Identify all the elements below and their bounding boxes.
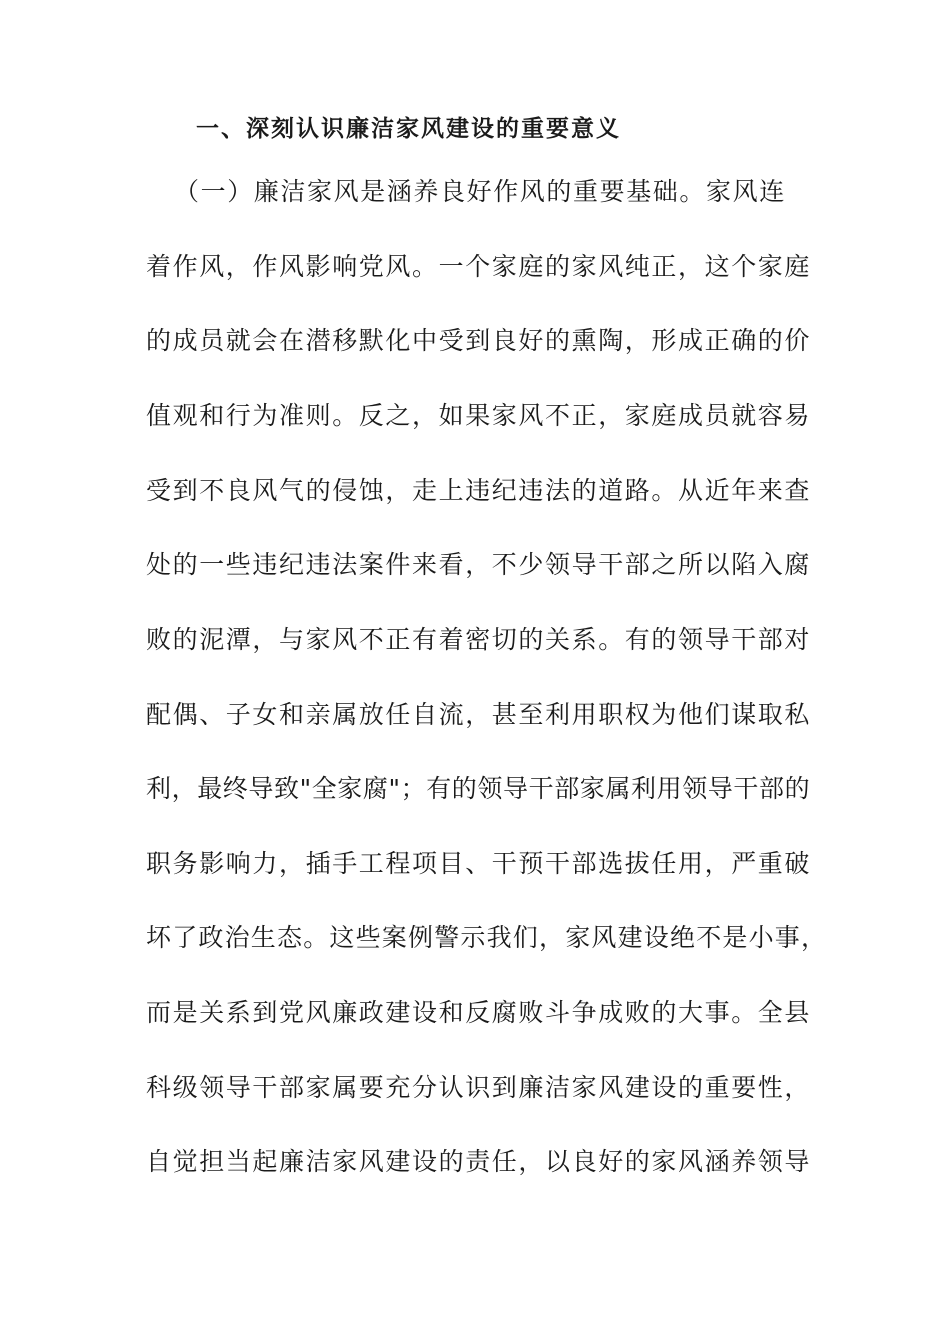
paragraph-line: 值观和行为准则。反之，如果家风不正，家庭成员就容易: [146, 401, 812, 430]
paragraph-line: 的成员就会在潜移默化中受到良好的熏陶，形成正确的价: [146, 326, 812, 355]
paragraph-line: 着作风，作风影响党风。一个家庭的家风纯正，这个家庭: [146, 252, 812, 281]
paragraph-line: 受到不良风气的侵蚀，走上违纪违法的道路。从近年来查: [146, 476, 812, 505]
paragraph-line: 配偶、子女和亲属放任自流，甚至利用职权为他们谋取私: [146, 700, 812, 729]
paragraph-line: 科级领导干部家属要充分认识到廉洁家风建设的重要性，: [146, 1073, 812, 1102]
paragraph-line: 坏了政治生态。这些案例警示我们，家风建设绝不是小事，: [146, 923, 828, 952]
paragraph-line: 败的泥潭，与家风不正有着密切的关系。有的领导干部对: [146, 625, 812, 654]
paragraph-line: （一）廉洁家风是涵养良好作风的重要基础。家风连: [174, 177, 786, 206]
section-heading: 一、深刻认识廉洁家风建设的重要意义: [196, 116, 621, 142]
paragraph-line: 自觉担当起廉洁家风建设的责任，以良好的家风涵养领导: [146, 1147, 812, 1176]
paragraph-line: 而是关系到党风廉政建设和反腐败斗争成败的大事。全县: [146, 998, 812, 1027]
paragraph-line: 职务影响力，插手工程项目、干预干部选拔任用，严重破: [146, 849, 812, 878]
paragraph-line: 处的一些违纪违法案件来看，不少领导干部之所以陷入腐: [146, 550, 812, 579]
paragraph-line: 利，最终导致"全家腐"；有的领导干部家属利用领导干部的: [146, 774, 811, 803]
